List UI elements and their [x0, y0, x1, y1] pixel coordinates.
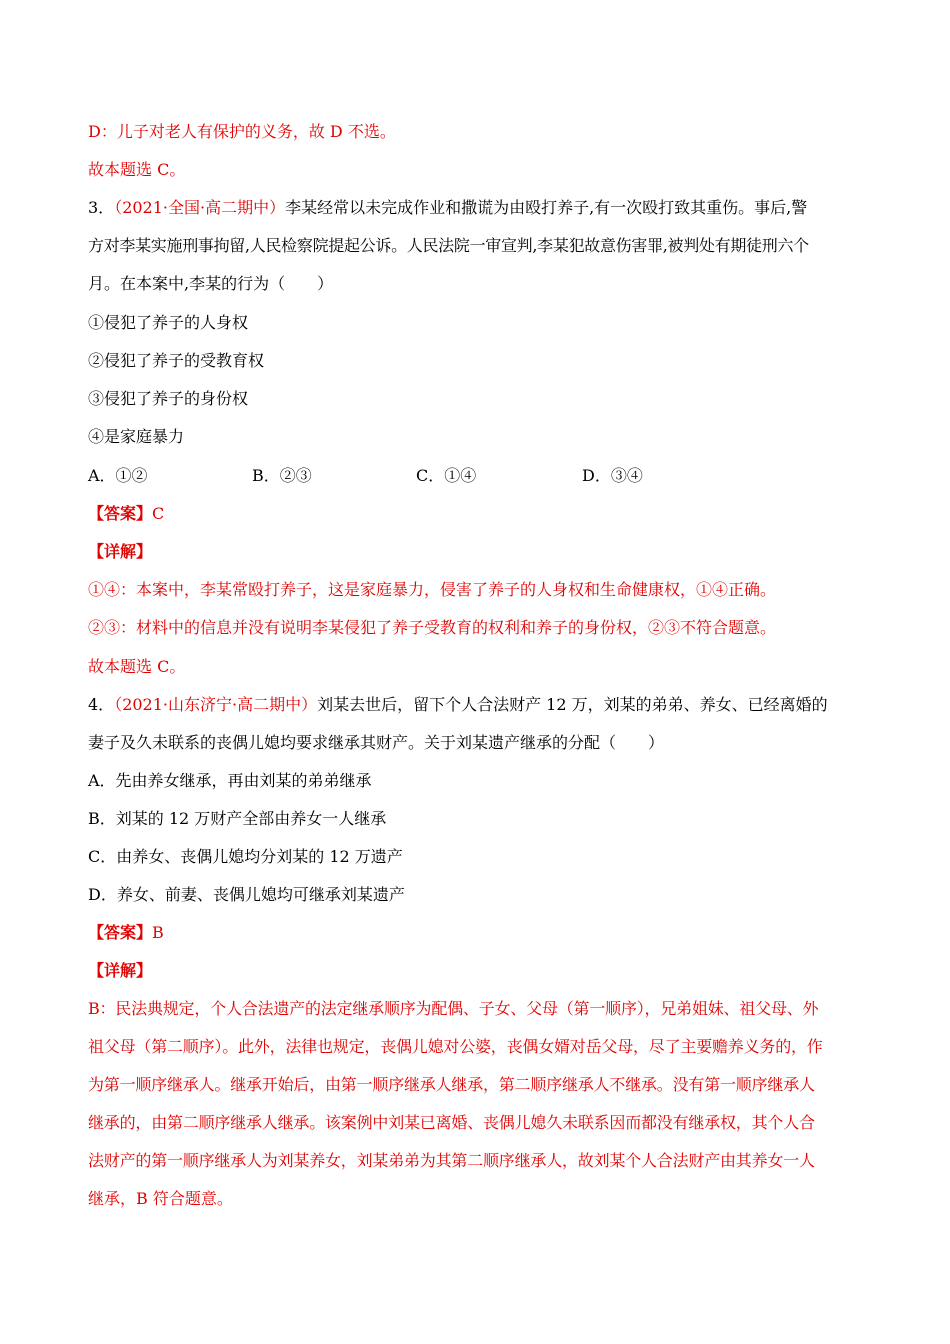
q4-answer-tag: 【答案】: [88, 923, 153, 942]
q4-explain-2: 祖父母（第二顺序）。此外，法律也规定，丧偶儿媳对公婆，丧偶女婿对岳父母，尽了主要赡养义务的，作: [88, 1037, 823, 1056]
q4-number: 4．: [88, 695, 115, 714]
q4-stem-text1: 刘某去世后，留下个人合法财产 12 万，刘某的弟弟、养女、已经离婚的: [317, 695, 828, 714]
q4-stem-line2: 妻子及久未联系的丧偶儿媳均要求继承其财产。关于刘某遗产继承的分配（ ）: [88, 733, 665, 752]
q4-explain-5: 法财产的第一顺序继承人为刘某养女，刘某弟弟为其第二顺序继承人，故刘某个人合法财产由其养女一人: [88, 1151, 815, 1170]
q4-stem-line1: [88, 694, 828, 716]
prev-conclusion: 故本题选 C。: [88, 160, 186, 179]
q4-detail: [88, 960, 152, 982]
q4-explain-4: 继承的，由第二顺序继承人继承。该案例中刘某已离婚、丧偶儿媳久未联系因而都没有继承权，其个人合: [88, 1113, 815, 1132]
q3-answer-tag: 【答案】: [88, 504, 153, 523]
q3-item-4: ④是家庭暴力: [88, 427, 185, 446]
q3-detail-tag: 【详解】: [88, 542, 153, 561]
q4-option-c: C．由养女、丧偶儿媳均分刘某的 12 万遗产: [88, 847, 403, 866]
q3-explain-1: ①④：本案中，李某常殴打养子，这是家庭暴力，侵害了养子的人身权和生命健康权，①④正确。: [88, 580, 777, 599]
q3-option-a: A．①②: [88, 466, 148, 485]
q4-answer: [88, 922, 164, 944]
q4-detail-tag: 【详解】: [88, 961, 153, 980]
q3-stem-line1: [88, 197, 807, 219]
q4-source: （2021·山东济宁·高二期中）: [114, 695, 318, 714]
q4-explain-3: 为第一顺序继承人。继承开始后，由第一顺序继承人继承，第二顺序继承人不继承。没有第一顺序继承人: [88, 1075, 815, 1094]
q4-answer-value: B: [152, 923, 164, 942]
q3-answer-value: C: [152, 504, 165, 523]
q3-item-1: ①侵犯了养子的人身权: [88, 313, 249, 332]
q3-source: （2021·全国·高二期中）: [114, 198, 286, 217]
q3-detail: [88, 541, 152, 563]
q3-option-d: D．③④: [582, 466, 643, 485]
q3-stem-text1: 李某经常以未完成作业和撒谎为由殴打养子,有一次殴打致其重伤。事后,警: [285, 198, 808, 217]
q4-explain-1: B：民法典规定，个人合法遗产的法定继承顺序为配偶、子女、父母（第一顺序），兄弟姐妹、祖父母、外: [88, 999, 819, 1018]
q3-answer: [88, 503, 164, 525]
prev-explain-d: D：儿子对老人有保护的义务，故 D 不选。: [88, 122, 396, 141]
q3-item-3: ③侵犯了养子的身份权: [88, 389, 249, 408]
q3-stem-line2: 方对李某实施刑事拘留,人民检察院提起公诉。人民法院一审宣判,李某犯故意伤害罪,被判处有期徒刑六个: [88, 236, 809, 255]
q4-explain-6: 继承，B 符合题意。: [88, 1189, 233, 1208]
q4-option-d: D．养女、前妻、丧偶儿媳均可继承刘某遗产: [88, 885, 405, 904]
q3-option-b: B．②③: [252, 466, 312, 485]
q3-stem-line3: 月。在本案中,李某的行为（ ）: [88, 274, 334, 293]
q3-item-2: ②侵犯了养子的受教育权: [88, 351, 265, 370]
q3-explain-2: ②③：材料中的信息并没有说明李某侵犯了养子受教育的权利和养子的身份权，②③不符合题意。: [88, 618, 777, 637]
q3-conclusion: 故本题选 C。: [88, 657, 186, 676]
q3-number: 3．: [88, 198, 115, 217]
q4-option-b: B．刘某的 12 万财产全部由养女一人继承: [88, 809, 387, 828]
q4-option-a: A．先由养女继承，再由刘某的弟弟继承: [88, 771, 372, 790]
q3-option-c: C．①④: [416, 466, 477, 485]
